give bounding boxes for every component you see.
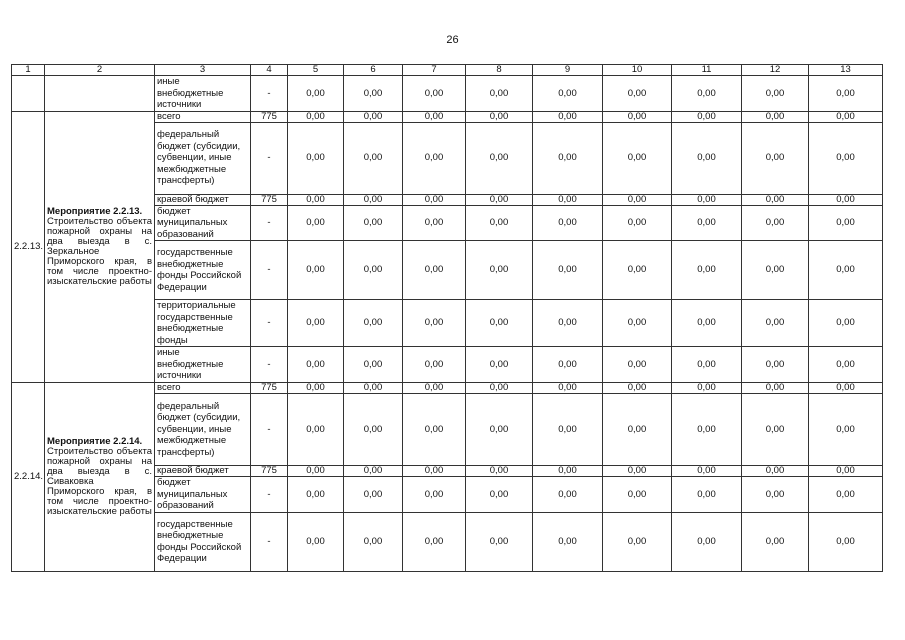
value-cell: 0,00 — [742, 512, 809, 571]
column-header: 2 — [45, 65, 155, 76]
value-cell: 0,00 — [288, 205, 344, 241]
funding-source-cell: иные внебюджетные источники — [155, 76, 251, 112]
column-header: 1 — [12, 65, 45, 76]
value-cell: 0,00 — [533, 122, 603, 194]
value-cell: 0,00 — [809, 122, 883, 194]
value-cell: 0,00 — [533, 466, 603, 477]
value-cell: 0,00 — [533, 300, 603, 347]
item-description-cell — [45, 111, 155, 383]
value-cell: 0,00 — [809, 194, 883, 205]
value-cell: 0,00 — [742, 205, 809, 241]
item-description-cell — [45, 383, 155, 572]
value-cell: 0,00 — [672, 122, 742, 194]
table-row — [12, 76, 883, 112]
value-cell: 0,00 — [466, 347, 533, 383]
value-cell: 0,00 — [603, 394, 672, 466]
value-cell: 0,00 — [288, 241, 344, 300]
value-cell: 0,00 — [533, 383, 603, 394]
code-cell: - — [251, 241, 288, 300]
item-number-cell — [12, 76, 45, 112]
value-cell: 0,00 — [344, 205, 403, 241]
value-cell: 0,00 — [403, 512, 466, 571]
value-cell: 0,00 — [344, 347, 403, 383]
value-cell: 0,00 — [403, 347, 466, 383]
value-cell: 0,00 — [603, 205, 672, 241]
code-cell: - — [251, 394, 288, 466]
funding-source-cell: краевой бюджет — [155, 466, 251, 477]
value-cell: 0,00 — [344, 111, 403, 122]
value-cell: 0,00 — [466, 205, 533, 241]
value-cell: 0,00 — [809, 205, 883, 241]
funding-source-cell: федеральный бюджет (субсидии, субвенции, иные межбюджетные трансферты) — [155, 394, 251, 466]
value-cell: 0,00 — [466, 241, 533, 300]
value-cell: 0,00 — [742, 466, 809, 477]
value-cell: 0,00 — [344, 512, 403, 571]
value-cell: 0,00 — [672, 76, 742, 112]
value-cell: 0,00 — [344, 394, 403, 466]
value-cell: 0,00 — [603, 241, 672, 300]
value-cell: 0,00 — [672, 300, 742, 347]
funding-source-cell: иные внебюджетные источники — [155, 347, 251, 383]
value-cell: 0,00 — [603, 300, 672, 347]
column-header: 8 — [466, 65, 533, 76]
value-cell: 0,00 — [603, 122, 672, 194]
value-cell: 0,00 — [344, 76, 403, 112]
code-cell: 775 — [251, 466, 288, 477]
column-header: 9 — [533, 65, 603, 76]
value-cell: 0,00 — [403, 76, 466, 112]
value-cell: 0,00 — [533, 512, 603, 571]
value-cell: 0,00 — [403, 300, 466, 347]
item-title: Мероприятие 2.2.14. — [47, 435, 143, 447]
value-cell: 0,00 — [742, 76, 809, 112]
value-cell: 0,00 — [403, 205, 466, 241]
value-cell: 0,00 — [742, 383, 809, 394]
funding-source-cell: федеральный бюджет (субсидии, субвенции, иные межбюджетные трансферты) — [155, 122, 251, 194]
value-cell: 0,00 — [672, 477, 742, 513]
value-cell: 0,00 — [344, 241, 403, 300]
page-number: 26 — [446, 34, 459, 46]
value-cell: 0,00 — [533, 205, 603, 241]
value-cell: 0,00 — [672, 512, 742, 571]
column-header: 10 — [603, 65, 672, 76]
column-header: 4 — [251, 65, 288, 76]
value-cell: 0,00 — [809, 477, 883, 513]
item-title: Мероприятие 2.2.13. — [47, 205, 143, 217]
value-cell: 0,00 — [603, 76, 672, 112]
column-header: 13 — [809, 65, 883, 76]
value-cell: 0,00 — [603, 347, 672, 383]
value-cell: 0,00 — [466, 111, 533, 122]
value-cell: 0,00 — [809, 347, 883, 383]
value-cell: 0,00 — [742, 300, 809, 347]
value-cell: 0,00 — [403, 477, 466, 513]
code-cell: - — [251, 122, 288, 194]
value-cell: 0,00 — [288, 122, 344, 194]
item-description: Строительство объекта пожарной охраны на два выезда в с. Зеркальное Приморского края, в том числе проектно-изыскательские работы — [47, 215, 152, 287]
value-cell: 0,00 — [672, 347, 742, 383]
value-cell: 0,00 — [403, 383, 466, 394]
code-cell: 775 — [251, 194, 288, 205]
value-cell: 0,00 — [344, 194, 403, 205]
item-number-cell: 2.2.14. — [12, 383, 45, 572]
value-cell: 0,00 — [809, 241, 883, 300]
column-header: 12 — [742, 65, 809, 76]
value-cell: 0,00 — [466, 477, 533, 513]
value-cell: 0,00 — [809, 300, 883, 347]
item-description: Строительство объекта пожарной охраны на два выезда в с. Сиваковка Приморского края, в том числе проектно-изыскательские работы — [47, 445, 152, 517]
value-cell: 0,00 — [403, 394, 466, 466]
value-cell: 0,00 — [533, 76, 603, 112]
value-cell: 0,00 — [672, 383, 742, 394]
value-cell: 0,00 — [809, 111, 883, 122]
item-number-cell: 2.2.13. — [12, 111, 45, 383]
value-cell: 0,00 — [672, 194, 742, 205]
value-cell: 0,00 — [672, 241, 742, 300]
funding-source-cell: краевой бюджет — [155, 194, 251, 205]
code-cell: - — [251, 205, 288, 241]
value-cell: 0,00 — [533, 241, 603, 300]
value-cell: 0,00 — [742, 111, 809, 122]
value-cell: 0,00 — [672, 394, 742, 466]
value-cell: 0,00 — [288, 76, 344, 112]
value-cell: 0,00 — [466, 466, 533, 477]
value-cell: 0,00 — [466, 394, 533, 466]
code-cell: - — [251, 300, 288, 347]
code-cell: - — [251, 477, 288, 513]
value-cell: 0,00 — [466, 194, 533, 205]
value-cell: 0,00 — [288, 512, 344, 571]
value-cell: 0,00 — [533, 111, 603, 122]
value-cell: 0,00 — [288, 347, 344, 383]
value-cell: 0,00 — [809, 466, 883, 477]
funding-source-cell: территориальные государственные внебюджетные фонды — [155, 300, 251, 347]
value-cell: 0,00 — [672, 111, 742, 122]
value-cell: 0,00 — [742, 347, 809, 383]
value-cell: 0,00 — [466, 383, 533, 394]
value-cell: 0,00 — [672, 205, 742, 241]
value-cell: 0,00 — [403, 241, 466, 300]
code-cell: 775 — [251, 383, 288, 394]
value-cell: 0,00 — [288, 383, 344, 394]
code-cell: 775 — [251, 111, 288, 122]
value-cell: 0,00 — [603, 194, 672, 205]
value-cell: 0,00 — [672, 466, 742, 477]
funding-source-cell: государственные внебюджетные фонды Российской Федерации — [155, 241, 251, 300]
value-cell: 0,00 — [288, 477, 344, 513]
code-cell: - — [251, 76, 288, 112]
value-cell: 0,00 — [288, 466, 344, 477]
value-cell: 0,00 — [742, 394, 809, 466]
value-cell: 0,00 — [533, 477, 603, 513]
code-cell: - — [251, 347, 288, 383]
value-cell: 0,00 — [403, 466, 466, 477]
funding-table — [11, 64, 883, 572]
value-cell: 0,00 — [533, 394, 603, 466]
value-cell: 0,00 — [533, 347, 603, 383]
value-cell: 0,00 — [742, 194, 809, 205]
value-cell: 0,00 — [603, 111, 672, 122]
value-cell: 0,00 — [742, 241, 809, 300]
value-cell: 0,00 — [603, 466, 672, 477]
column-header: 3 — [155, 65, 251, 76]
column-header: 6 — [344, 65, 403, 76]
value-cell: 0,00 — [466, 512, 533, 571]
value-cell: 0,00 — [809, 512, 883, 571]
value-cell: 0,00 — [533, 194, 603, 205]
funding-source-cell: бюджет муниципальных образований — [155, 477, 251, 513]
column-header: 11 — [672, 65, 742, 76]
table-header-row — [12, 65, 883, 76]
value-cell: 0,00 — [809, 394, 883, 466]
funding-source-cell: всего — [155, 383, 251, 394]
value-cell: 0,00 — [466, 122, 533, 194]
funding-source-cell: бюджет муниципальных образований — [155, 205, 251, 241]
value-cell: 0,00 — [344, 383, 403, 394]
funding-source-cell: государственные внебюджетные фонды Российской Федерации — [155, 512, 251, 571]
value-cell: 0,00 — [603, 512, 672, 571]
value-cell: 0,00 — [603, 383, 672, 394]
table-row — [12, 111, 883, 122]
value-cell: 0,00 — [466, 76, 533, 112]
value-cell: 0,00 — [466, 300, 533, 347]
value-cell: 0,00 — [403, 122, 466, 194]
column-header: 7 — [403, 65, 466, 76]
value-cell: 0,00 — [742, 477, 809, 513]
value-cell: 0,00 — [288, 394, 344, 466]
value-cell: 0,00 — [809, 383, 883, 394]
value-cell: 0,00 — [809, 76, 883, 112]
value-cell: 0,00 — [344, 477, 403, 513]
value-cell: 0,00 — [403, 111, 466, 122]
value-cell: 0,00 — [344, 300, 403, 347]
table-row — [12, 383, 883, 394]
value-cell: 0,00 — [288, 300, 344, 347]
item-description-cell — [45, 76, 155, 112]
value-cell: 0,00 — [344, 466, 403, 477]
funding-source-cell: всего — [155, 111, 251, 122]
value-cell: 0,00 — [344, 122, 403, 194]
column-header: 5 — [288, 65, 344, 76]
value-cell: 0,00 — [403, 194, 466, 205]
value-cell: 0,00 — [742, 122, 809, 194]
code-cell: - — [251, 512, 288, 571]
value-cell: 0,00 — [288, 194, 344, 205]
value-cell: 0,00 — [288, 111, 344, 122]
value-cell: 0,00 — [603, 477, 672, 513]
